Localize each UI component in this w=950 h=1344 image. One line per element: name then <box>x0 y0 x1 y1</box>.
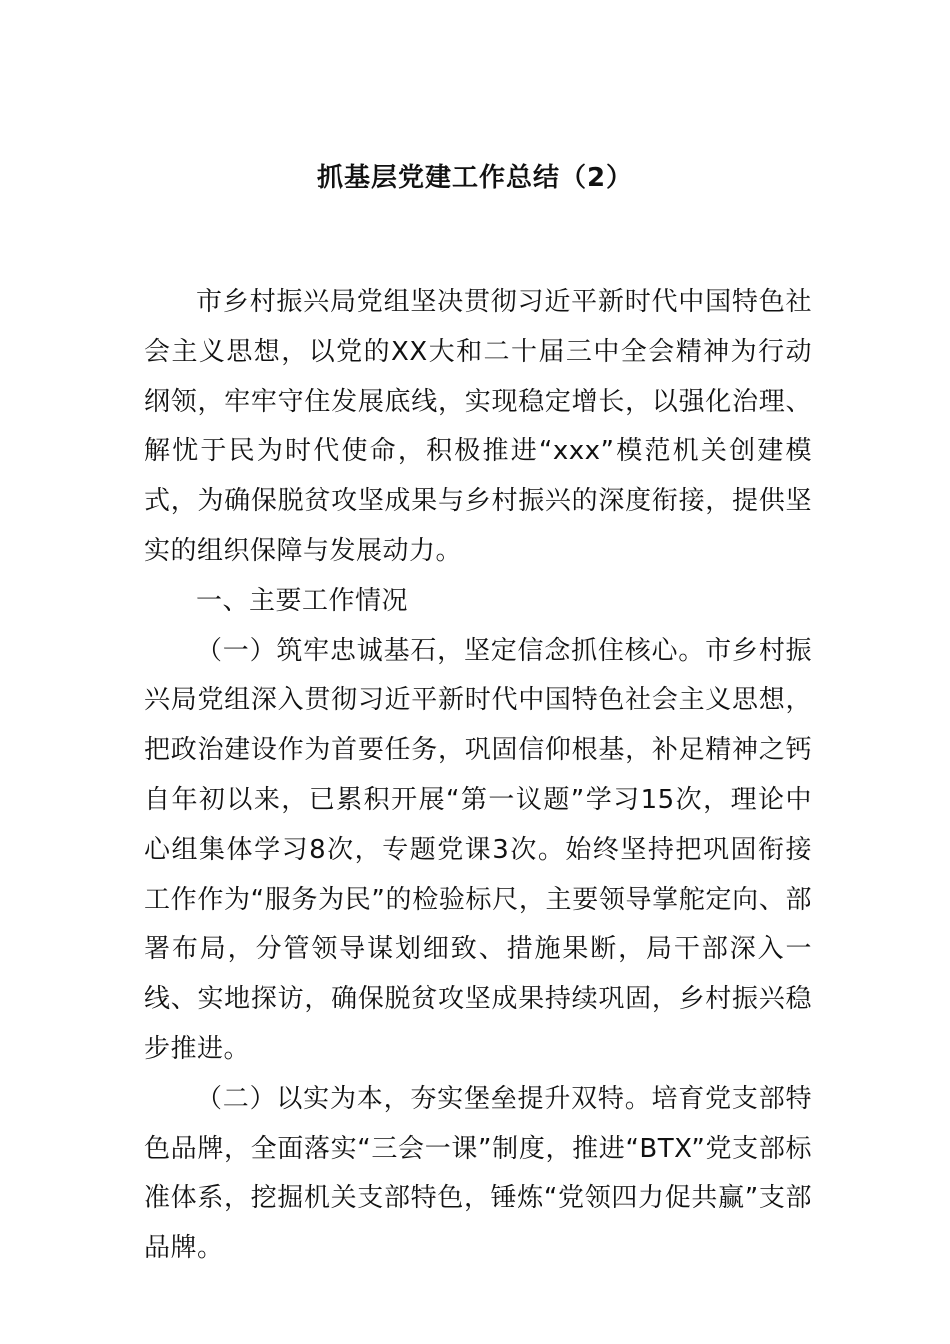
document-body <box>144 278 812 1274</box>
intro-paragraph: 市乡村振兴局党组坚决贯彻习近平新时代中国特色社会主义思想，以党的XX大和二十届三中全会精神为行动纲领，牢牢守住发展底线，实现稳定增长，以强化治理、解忧于民为时代使命，积极推进“xxx”模范机关创建模式，为确保脱贫攻坚成果与乡村振兴的深度衔接，提供坚实的组织保障与发展动力。 <box>144 287 812 566</box>
subsection-1-paragraph: （一）筑牢忠诚基石，坚定信念抓住核心。市乡村振兴局党组深入贯彻习近平新时代中国特色社会主义思想，把政治建设作为首要任务，巩固信仰根基，补足精神之钙自年初以来，已累积开展“第一议题”学习15次，理论中心组集体学习8次，专题党课3次。始终坚持把巩固衔接工作作为“服务为民”的检验标尺，主要领导掌舵定向、部署布局，分管领导谋划细致、措施果断，局干部深入一线、实地探访，确保脱贫攻坚成果持续巩固，乡村振兴稳步推进。 <box>144 635 812 1064</box>
subsection-2-paragraph: （二）以实为本，夯实堡垒提升双特。培育党支部特色品牌，全面落实“三会一课”制度，推进“BTX”党支部标准体系，挖掘机关支部特色，锤炼“党领四力促共赢”支部品牌。 <box>144 1083 812 1264</box>
section-heading: 一、主要工作情况 <box>196 585 409 616</box>
document-title: 抓基层党建工作总结（2） <box>316 163 634 193</box>
